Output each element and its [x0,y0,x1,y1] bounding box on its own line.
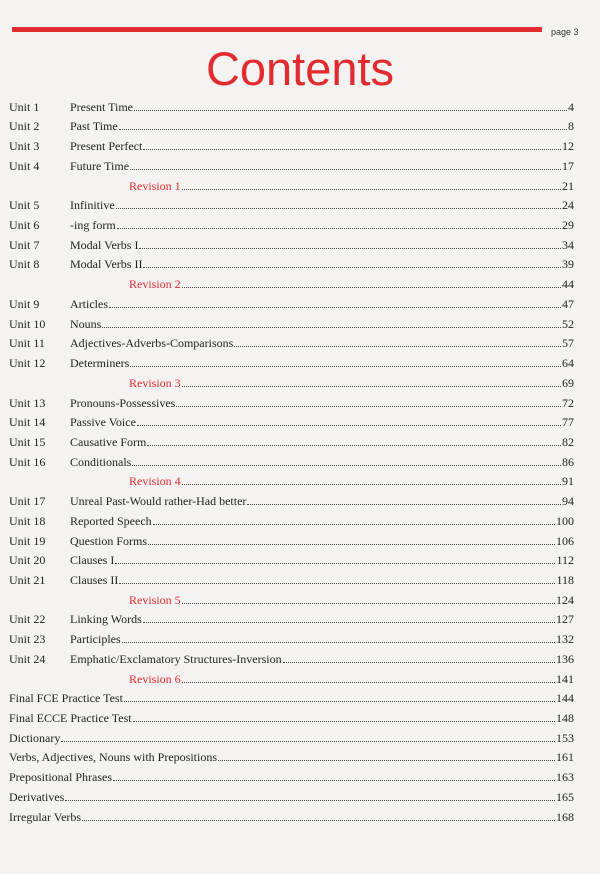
toc-row[interactable] [9,311,574,331]
toc-unit-number: Unit 11 [9,336,45,351]
toc-entry [69,415,574,429]
toc-entry-title: Final ECCE Practice Test [9,711,132,725]
toc-entry-title: Unreal Past-Would rather-Had better [70,494,247,509]
toc-page-number: 34 [562,237,574,252]
toc-entry-title: Prepositional Phrases [9,770,112,785]
toc-entry-title: Linking Words [70,612,142,627]
toc-row[interactable] [9,410,574,430]
toc-entry [69,474,574,488]
toc-entry-title: Dictionary [9,730,61,745]
toc-row[interactable] [9,193,574,213]
toc-entry [69,612,574,626]
toc-page-number: 153 [556,730,574,745]
toc-entry-title: Conditionals [70,454,132,469]
dot-leader [143,266,561,268]
dot-leader [124,700,555,702]
toc-entry [69,652,574,666]
toc-unit-number: Unit 18 [9,513,46,528]
dot-leader [182,483,561,485]
toc-page-number: 161 [556,750,574,765]
toc-page-number: 8 [568,119,574,134]
toc-page-number: 69 [562,375,574,390]
toc-row[interactable] [9,429,574,449]
toc-row[interactable] [9,646,574,666]
toc-entry [9,770,574,784]
toc-row[interactable] [9,212,574,232]
toc-row[interactable] [9,705,574,725]
toc-unit-number: Unit 15 [9,434,46,449]
toc-row[interactable] [9,548,574,568]
toc-row[interactable] [9,153,574,173]
toc-row[interactable] [9,607,574,627]
dot-leader [182,385,561,387]
toc-page-number: 4 [568,99,574,114]
toc-page-number: 168 [556,809,574,824]
toc-entry-title: Clauses I [70,553,115,568]
toc-entry-title: -ing form [70,218,116,233]
toc-row[interactable] [9,133,574,153]
toc-row[interactable] [9,784,574,804]
dot-leader [134,109,567,111]
toc-entry-title: Final FCE Practice Test [9,691,123,706]
toc-entry [69,455,574,469]
toc-row[interactable] [9,232,574,252]
toc-unit-number: Unit 5 [9,198,40,213]
toc-unit-number: Unit 21 [9,572,46,587]
dot-leader [153,523,555,525]
toc-unit-number: Unit 10 [9,316,46,331]
toc-entry-title: Causative Form [70,434,147,449]
toc-entry [69,336,574,350]
toc-unit-number: Unit 16 [9,454,46,469]
toc-page-number: 39 [562,257,574,272]
toc-unit-number: Unit 13 [9,395,46,410]
dot-leader [115,562,555,564]
toc-page-number: 52 [562,316,574,331]
toc-row[interactable] [9,252,574,272]
toc-entry-title: Revision 1 [129,178,181,193]
toc-row[interactable] [9,508,574,528]
toc-page-number: 44 [562,277,574,292]
dot-leader [182,188,561,190]
dot-leader [113,779,555,781]
toc-page-number: 17 [562,158,574,173]
toc-entry-title: Infinitive [70,198,115,213]
toc-revision-row[interactable] [9,587,574,607]
toc-entry-title: Pronouns-Possessives [70,395,176,410]
toc-entry-title: Clauses II [70,572,119,587]
toc-entry [69,198,574,212]
toc-unit-number: Unit 2 [9,119,40,134]
toc-entry-title: Nouns [70,316,102,331]
toc-unit-number: Unit 8 [9,257,40,272]
dot-leader [65,799,555,801]
toc-page-number: 118 [556,572,574,587]
toc-row[interactable] [9,567,574,587]
toc-page-number: 82 [562,434,574,449]
toc-page-number: 21 [562,178,574,193]
toc-page-number: 163 [556,770,574,785]
toc-unit-number: Unit 19 [9,533,46,548]
toc-entry [69,514,574,528]
toc-page-number: 100 [556,513,574,528]
toc-page-number: 64 [562,356,574,371]
toc-page-number: 29 [562,218,574,233]
toc-entry-title: Emphatic/Exclamatory Structures-Inversion [70,651,282,666]
toc-entry [69,672,574,686]
toc-entry [69,238,574,252]
toc-entry [69,553,574,567]
dot-leader [116,207,561,209]
toc-entry-title: Passive Voice [70,415,136,430]
dot-leader [147,444,561,446]
toc-entry [69,573,574,587]
toc-entry-title: Future Time [70,158,130,173]
toc-entry-title: Question Forms [70,533,148,548]
dot-leader [247,503,561,505]
dot-leader [176,405,561,407]
dot-leader [148,543,555,545]
toc-entry-title: Derivatives [9,789,65,804]
toc-unit-number: Unit 24 [9,651,46,666]
toc-page-number: 72 [562,395,574,410]
toc-unit-number: Unit 12 [9,356,46,371]
toc-row[interactable] [9,488,574,508]
toc-entry [69,139,574,153]
toc-entry [69,534,574,548]
dot-leader [119,582,555,584]
dot-leader [139,247,561,249]
toc-page-number: 141 [556,671,574,686]
toc-entry [9,731,574,745]
toc-page-number: 144 [556,691,574,706]
toc-unit-number: Unit 7 [9,237,40,252]
toc-entry [69,218,574,232]
toc-unit-number: Unit 14 [9,415,46,430]
toc-entry-title: Irregular Verbs [9,809,82,824]
toc-page-number: 124 [556,592,574,607]
toc-entry [69,257,574,271]
toc-entry-title: Participles [70,632,121,647]
toc-unit-number: Unit 3 [9,139,40,154]
dot-leader [130,365,561,367]
toc-entry [9,790,574,804]
toc-unit-number: Unit 9 [9,296,40,311]
toc-entry [69,119,574,133]
toc-page-number: 112 [556,553,574,568]
toc-entry-title: Adjectives-Adverbs-Comparisons [70,336,234,351]
toc-entry-title: Determiners [70,356,130,371]
toc-page-number: 165 [556,789,574,804]
toc-revision-row[interactable] [9,469,574,489]
dot-leader [102,326,561,328]
toc-entry [69,435,574,449]
toc-page-number: 57 [562,336,574,351]
toc-entry-title: Verbs, Adjectives, Nouns with Prepositions [9,750,217,765]
toc-unit-number: Unit 22 [9,612,46,627]
toc-entry [69,632,574,646]
dot-leader [143,621,555,623]
toc-row[interactable] [9,804,574,824]
toc-revision-row[interactable] [9,666,574,686]
toc-entry-title: Present Perfect [70,139,143,154]
toc-revision-row[interactable] [9,370,574,390]
toc-unit-number: Unit 6 [9,218,40,233]
dot-leader [182,602,555,604]
dot-leader [122,641,555,643]
dot-leader [283,661,555,663]
toc-entry [69,297,574,311]
toc-entry-title: Revision 2 [129,277,181,292]
dot-leader [61,740,555,742]
toc-entry [69,179,574,193]
dot-leader [109,306,561,308]
toc-page-number: 86 [562,454,574,469]
toc-entry-title: Revision 3 [129,375,181,390]
toc-page-number: 91 [562,474,574,489]
toc-row[interactable] [9,449,574,469]
toc-row[interactable] [9,291,574,311]
toc-page-number: 47 [562,296,574,311]
toc-entry-title: Reported Speech [70,513,152,528]
toc-entry [9,810,574,824]
toc-row[interactable] [9,390,574,410]
toc-entry-title: Modal Verbs II [70,257,143,272]
toc-entry [69,159,574,173]
toc-entry-title: Modal Verbs I [70,237,139,252]
toc-page-number: 94 [562,494,574,509]
toc-row[interactable] [9,626,574,646]
dot-leader [182,681,555,683]
toc-unit-number: Unit 4 [9,158,40,173]
toc-row[interactable] [9,686,574,706]
toc-entry [69,396,574,410]
toc-entry [9,711,574,725]
toc-entry-title: Present Time [70,99,134,114]
toc-page-number: 12 [562,139,574,154]
toc-unit-number: Unit 17 [9,494,46,509]
toc-page-number: 127 [556,612,574,627]
dot-leader [117,227,561,229]
toc-revision-row[interactable] [9,173,574,193]
dot-leader [143,148,561,150]
dot-leader [119,128,567,130]
toc-entry [69,593,574,607]
toc-entry-title: Articles [70,296,108,311]
toc-page-number: 77 [562,415,574,430]
toc-row[interactable] [9,331,574,351]
toc-row[interactable] [9,764,574,784]
header-red-rule [12,27,542,32]
toc-entry [69,376,574,390]
toc-entry [69,494,574,508]
toc-row[interactable] [9,94,574,114]
toc-entry-title: Revision 6 [129,671,181,686]
toc-entry-title: Past Time [70,119,118,134]
toc-row[interactable] [9,528,574,548]
toc-unit-number: Unit 1 [9,99,40,114]
toc-unit-number: Unit 23 [9,632,46,647]
toc-unit-number: Unit 20 [9,553,46,568]
toc-entry [69,356,574,370]
dot-leader [130,168,561,170]
dot-leader [133,720,555,722]
toc-entry [69,277,574,291]
toc-page-number: 148 [556,711,574,725]
toc-page-number: 136 [556,651,574,666]
dot-leader [132,464,561,466]
toc-entry [69,317,574,331]
toc-entry [9,691,574,705]
dot-leader [82,819,555,821]
table-of-contents [9,94,574,824]
toc-row[interactable] [9,725,574,745]
toc-entry [9,750,574,764]
toc-revision-row[interactable] [9,271,574,291]
toc-entry-title: Revision 5 [129,592,181,607]
toc-page-number: 24 [562,198,574,213]
page-number-label: page 3 [551,27,579,37]
dot-leader [218,759,555,761]
toc-entry [69,100,574,114]
toc-page-number: 106 [556,533,574,548]
dot-leader [234,345,561,347]
toc-row[interactable] [9,350,574,370]
toc-row[interactable] [9,114,574,134]
dot-leader [137,424,561,426]
toc-page-number: 132 [556,632,574,647]
dot-leader [182,286,561,288]
page-title: Contents [205,42,395,95]
toc-entry-title: Revision 4 [129,474,181,489]
toc-row[interactable] [9,745,574,765]
